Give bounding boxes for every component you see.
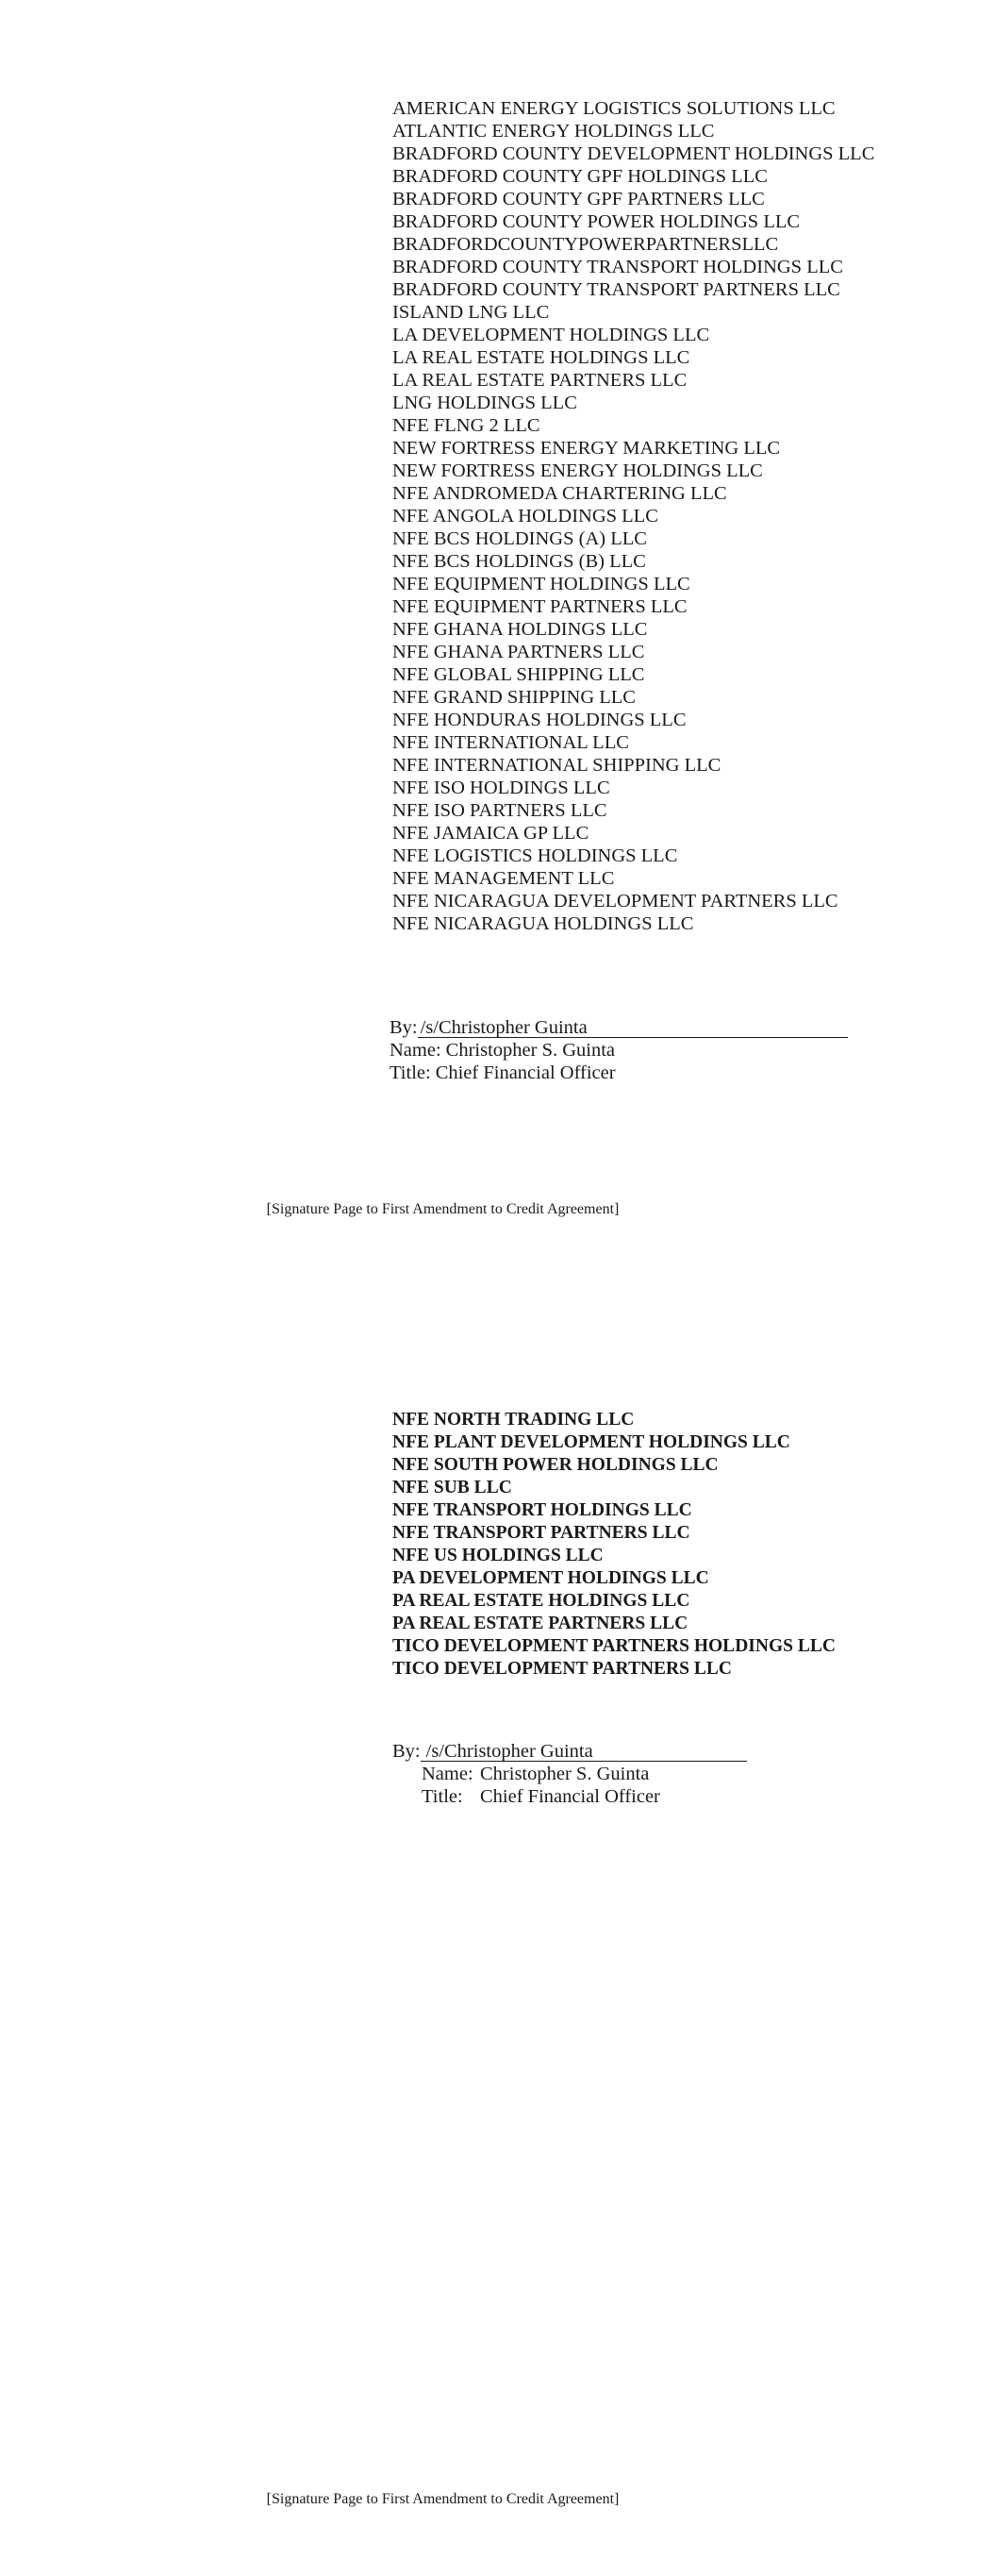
entity-name: ISLAND LNG LLC: [392, 302, 550, 323]
entity-name: NFE SUB LLC: [392, 1478, 512, 1497]
title-label: Title:: [422, 1786, 463, 1807]
title-label: Title:: [390, 1062, 431, 1083]
entity-name: NFE BCS HOLDINGS (A) LLC: [392, 528, 647, 549]
entity-name: NFE GHANA HOLDINGS LLC: [392, 619, 648, 640]
entity-name: NFE JAMAICA GP LLC: [392, 823, 589, 844]
signer-name: Christopher S. Guinta: [480, 1764, 650, 1784]
entity-name: NFE GHANA PARTNERS LLC: [392, 642, 645, 662]
entity-name: NFE BCS HOLDINGS (B) LLC: [392, 551, 646, 572]
signer-title: Chief Financial Officer: [435, 1062, 616, 1083]
entity-name: NFE NORTH TRADING LLC: [392, 1410, 635, 1430]
signature-line: [390, 1016, 848, 1039]
entity-name: BRADFORD COUNTY GPF PARTNERS LLC: [392, 189, 765, 209]
entity-name: BRADFORD COUNTY GPF HOLDINGS LLC: [392, 166, 768, 187]
signer-title-row: [390, 1062, 848, 1084]
signature-block: [390, 1016, 848, 1084]
entity-name: NFE NICARAGUA HOLDINGS LLC: [392, 913, 694, 934]
entity-name: NFE ISO HOLDINGS LLC: [392, 778, 610, 798]
page-footer: [Signature Page to First Amendment to Credit Agreement]: [266, 1201, 620, 1217]
entity-name: LA REAL ESTATE PARTNERS LLC: [392, 370, 688, 391]
entity-name: LA REAL ESTATE HOLDINGS LLC: [392, 347, 690, 368]
signer-name-row: [390, 1039, 848, 1062]
signer-title-row: [392, 1785, 747, 1808]
entity-name: NFE ISO PARTNERS LLC: [392, 800, 607, 821]
entity-name: NFE SOUTH POWER HOLDINGS LLC: [392, 1455, 719, 1475]
entity-name: NFE FLNG 2 LLC: [392, 415, 540, 436]
signer-name-row: [392, 1763, 747, 1785]
entity-name: TICO DEVELOPMENT PARTNERS LLC: [392, 1659, 732, 1679]
entity-name: LNG HOLDINGS LLC: [392, 393, 577, 413]
entity-name: NFE ANGOLA HOLDINGS LLC: [392, 506, 658, 527]
entity-name: LA DEVELOPMENT HOLDINGS LLC: [392, 325, 710, 345]
signature-block: [392, 1740, 747, 1808]
signature-page-2: [0, 1288, 995, 2576]
name-label: Name:: [422, 1764, 473, 1784]
entity-name: BRADFORDCOUNTYPOWERPARTNERSLLC: [392, 234, 779, 255]
entity-name: BRADFORD COUNTY TRANSPORT HOLDINGS LLC: [392, 257, 843, 277]
entity-name: NFE NICARAGUA DEVELOPMENT PARTNERS LLC: [392, 891, 838, 912]
entity-name: NFE EQUIPMENT HOLDINGS LLC: [392, 574, 690, 594]
name-label: Name:: [390, 1040, 441, 1061]
entity-name: NFE MANAGEMENT LLC: [392, 868, 615, 889]
by-label: By:: [392, 1741, 421, 1762]
by-label: By:: [390, 1017, 418, 1038]
entity-name: NFE TRANSPORT PARTNERS LLC: [392, 1523, 690, 1543]
entity-name: NFE PLANT DEVELOPMENT HOLDINGS LLC: [392, 1432, 790, 1452]
signer-title: Chief Financial Officer: [480, 1786, 660, 1807]
entity-name: PA REAL ESTATE HOLDINGS LLC: [392, 1591, 690, 1611]
entity-name: NEW FORTRESS ENERGY HOLDINGS LLC: [392, 460, 763, 481]
signature-line: [392, 1740, 747, 1763]
entity-name: BRADFORD COUNTY DEVELOPMENT HOLDINGS LLC: [392, 143, 875, 164]
entity-name: NFE US HOLDINGS LLC: [392, 1546, 604, 1565]
entity-name: NFE INTERNATIONAL LLC: [392, 732, 629, 753]
entity-name: NFE ANDROMEDA CHARTERING LLC: [392, 483, 727, 504]
entity-name: NFE TRANSPORT HOLDINGS LLC: [392, 1500, 692, 1520]
entity-list: [392, 97, 883, 935]
signature-value: /s/Christopher Guinta: [421, 1742, 747, 1762]
page-footer: [Signature Page to First Amendment to Credit Agreement]: [266, 2491, 620, 2507]
entity-name: NEW FORTRESS ENERGY MARKETING LLC: [392, 438, 781, 459]
signer-name: Christopher S. Guinta: [445, 1040, 616, 1061]
entity-name: BRADFORD COUNTY POWER HOLDINGS LLC: [392, 211, 801, 232]
entity-name: TICO DEVELOPMENT PARTNERS HOLDINGS LLC: [392, 1636, 836, 1656]
entity-name: PA DEVELOPMENT HOLDINGS LLC: [392, 1568, 709, 1588]
entity-name: NFE LOGISTICS HOLDINGS LLC: [392, 845, 678, 866]
entity-name: ATLANTIC ENERGY HOLDINGS LLC: [392, 121, 715, 142]
entity-name: NFE GLOBAL SHIPPING LLC: [392, 664, 645, 685]
entity-name: NFE GRAND SHIPPING LLC: [392, 687, 636, 708]
entity-name: AMERICAN ENERGY LOGISTICS SOLUTIONS LLC: [392, 98, 836, 119]
signature-value: /s/Christopher Guinta: [418, 1018, 848, 1038]
entity-name: BRADFORD COUNTY TRANSPORT PARTNERS LLC: [392, 279, 840, 300]
entity-list: [392, 1409, 920, 1681]
entity-name: NFE HONDURAS HOLDINGS LLC: [392, 710, 687, 730]
entity-name: NFE INTERNATIONAL SHIPPING LLC: [392, 755, 721, 776]
entity-name: PA REAL ESTATE PARTNERS LLC: [392, 1614, 688, 1633]
entity-name: NFE EQUIPMENT PARTNERS LLC: [392, 596, 688, 617]
